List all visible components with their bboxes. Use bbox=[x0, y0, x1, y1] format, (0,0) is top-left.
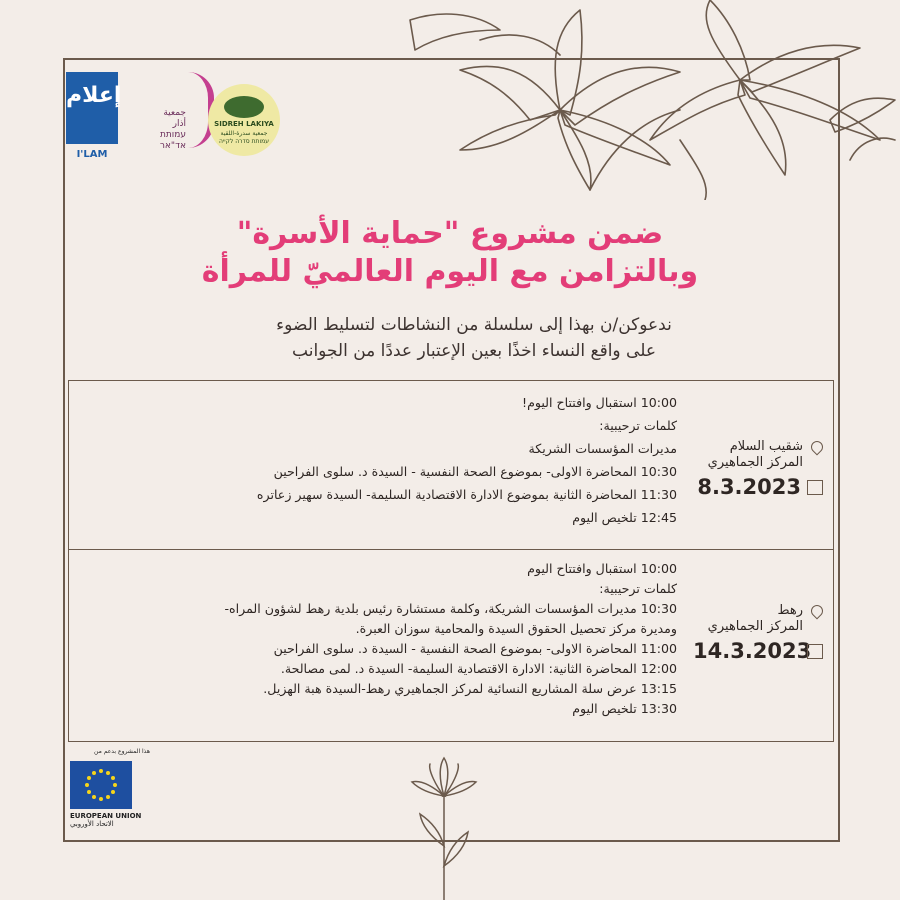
schedule-line: كلمات ترحيبية: bbox=[599, 418, 677, 433]
athar-logo bbox=[146, 72, 216, 152]
schedule-line: ومديرة مركز تحصيل الحقوق السيدة والمحامية سوزان العبرة. bbox=[355, 621, 677, 636]
schedule-line: كلمات ترحيبية: bbox=[599, 581, 677, 596]
eu-name-ar: الاتحاد الأوروبي bbox=[70, 820, 114, 828]
event-date bbox=[693, 639, 823, 663]
athar-line1: جمعية bbox=[163, 108, 186, 118]
partner-logos bbox=[66, 72, 296, 162]
athar-line3: עמותת אד"אר bbox=[159, 130, 186, 151]
eu-flag bbox=[70, 761, 132, 809]
athar-logo-text bbox=[146, 108, 186, 152]
event-row bbox=[69, 381, 833, 550]
place-line1: شقيب السلام bbox=[729, 439, 803, 454]
event-schedule bbox=[77, 391, 677, 529]
event-row bbox=[69, 549, 833, 741]
event-location bbox=[693, 439, 823, 499]
event-place bbox=[693, 603, 823, 635]
intro-line2: على واقع النساء اخذًا بعين الإعتبار عددًا من الجوانب bbox=[292, 341, 656, 361]
map-pin-icon bbox=[809, 439, 826, 456]
schedule-line: 10:00 استقبال وافتتاح اليوم! bbox=[522, 395, 677, 410]
ilam-logo-glyph: إعلام bbox=[66, 83, 122, 108]
place-line2: المركز الجماهيري bbox=[707, 619, 803, 634]
schedule-line: 12:45 تلخيص اليوم bbox=[572, 510, 677, 525]
eu-name-en: EUROPEAN UNION bbox=[70, 812, 142, 820]
place-line2: المركز الجماهيري bbox=[707, 455, 803, 470]
event-date bbox=[693, 475, 823, 499]
schedule-line: 12:00 المحاضرة الثانية: الادارة الاقتصادية السليمة- السيدة د. لمى مصالحة. bbox=[280, 661, 677, 676]
event-date-text: 14.3.2023 bbox=[693, 639, 812, 663]
event-date-text: 8.3.2023 bbox=[697, 475, 801, 499]
intro-line1: ندعوكن/ن بهذا إلى سلسلة من النشاطات لتسليط الضوء bbox=[276, 315, 672, 335]
athar-line2: أذار bbox=[172, 119, 186, 129]
single-flower-decoration bbox=[408, 756, 480, 900]
eu-stars-icon bbox=[70, 761, 132, 809]
title-line2: وبالتزامن مع اليوم العالميّ للمرأة bbox=[201, 254, 699, 289]
event-place bbox=[693, 439, 823, 471]
schedule-line: 13:30 تلخيص اليوم bbox=[572, 701, 677, 716]
place-line1: رهط bbox=[777, 603, 803, 618]
calendar-icon bbox=[807, 644, 823, 659]
schedule-line: مديرات المؤسسات الشريكة bbox=[528, 441, 677, 456]
schedule-line: 11:30 المحاضرة الثانية بموضوع الادارة الاقتصادية السليمة- السيدة سهير زعاتره bbox=[256, 487, 677, 502]
map-pin-icon bbox=[809, 603, 826, 620]
tree-icon bbox=[224, 96, 264, 118]
sidreh-logo bbox=[208, 84, 280, 156]
schedule-line: 10:30 المحاضرة الاولى- بموضوع الصحة النفسية - السيدة د. سلوى الفراحين bbox=[273, 464, 677, 479]
title-line1: ضمن مشروع "حماية الأسرة" bbox=[236, 216, 664, 251]
ilam-logo bbox=[66, 72, 122, 160]
calendar-icon bbox=[807, 480, 823, 495]
event-schedule bbox=[77, 559, 677, 719]
event-location bbox=[693, 603, 823, 663]
schedule-line: 10:00 استقبال وافتتاح اليوم bbox=[527, 561, 677, 576]
eu-logo bbox=[70, 748, 150, 828]
schedule-line: 10:30 مديرات المؤسسات الشريكة، وكلمة مستشارة رئيس بلدية رهط لشؤون المراه- bbox=[224, 601, 677, 616]
ilam-logo-name: I'LAM bbox=[76, 149, 108, 160]
sidreh-line3: עמותת סדרה לקייה bbox=[219, 138, 269, 145]
eu-supported-by: هذا المشروع بدعم من bbox=[94, 748, 150, 755]
sidreh-line2: جمعية سدرة-اللقية bbox=[220, 130, 268, 137]
sidreh-line1: SIDREH LAKIYA bbox=[214, 120, 274, 128]
schedule-line: 13:15 عرض سلة المشاريع النسائية لمركز الجماهيري رهط-السيدة هبة الهزيل. bbox=[263, 681, 677, 696]
schedule-table bbox=[68, 380, 834, 742]
schedule-line: 11:00 المحاضرة الاولى- بموضوع الصحة النفسية - السيدة د. سلوى الفراحين bbox=[273, 641, 677, 656]
